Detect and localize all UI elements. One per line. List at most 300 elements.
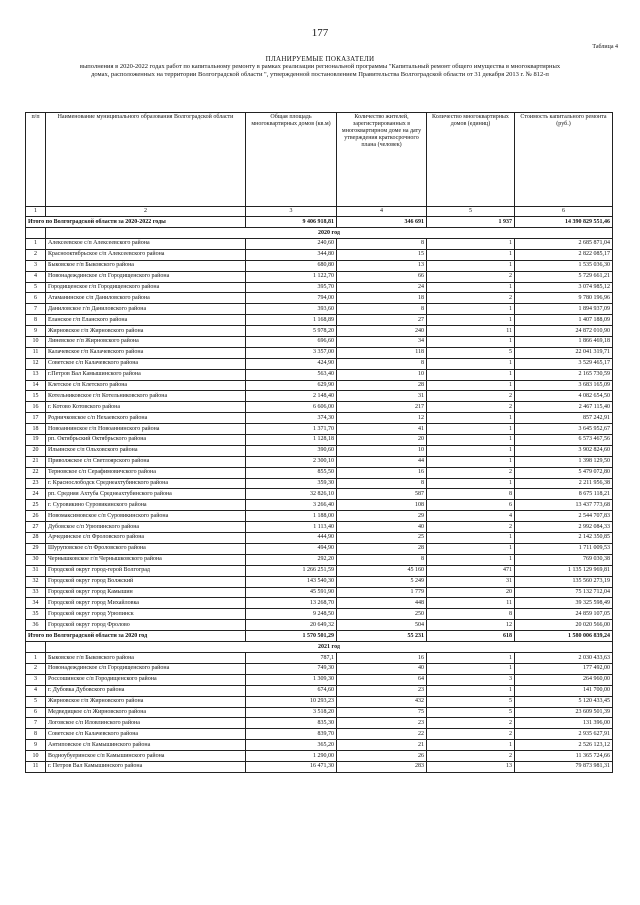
row-cost: 3 645 952,67: [515, 424, 613, 435]
grand-total-residents: 346 691: [337, 217, 427, 228]
row-residents: 16: [337, 653, 427, 664]
grand-total-cost: 14 390 829 551,46: [515, 217, 613, 228]
table-row: [26, 489, 613, 500]
row-area: 374,30: [246, 413, 337, 424]
row-cost: 24 872 010,90: [515, 326, 613, 337]
table-row: [26, 402, 613, 413]
table-row: [26, 653, 613, 664]
row-cost: 177 492,00: [515, 663, 613, 674]
row-residents: 5 249: [337, 576, 427, 587]
row-municipality: Арчединское с/п Фроловского района: [46, 533, 246, 544]
row-area: 20 649,32: [246, 620, 337, 631]
subtotal-2020-cost: 1 580 006 839,24: [515, 631, 613, 642]
row-municipality: г. Краснослободск Среднеахтубинского района: [46, 478, 246, 489]
row-cost: 2 685 871,04: [515, 239, 613, 250]
row-area: 674,60: [246, 685, 337, 696]
row-municipality: Ильинское с/п Ольховского района: [46, 445, 246, 456]
row-area: 1 168,89: [246, 315, 337, 326]
indicators-table: [25, 112, 613, 773]
row-residents: 28: [337, 543, 427, 554]
table-row: [26, 456, 613, 467]
row-number: 10: [26, 337, 46, 348]
header-cell-name: Наименование муниципального образования Волгоградской области: [46, 113, 246, 207]
row-cost: 2 992 084,33: [515, 522, 613, 533]
row-houses: 8: [427, 609, 515, 620]
row-area: 1 290,00: [246, 751, 337, 762]
row-municipality: Клетское с/п Клетского района: [46, 380, 246, 391]
row-municipality: Россошинское с/п Городищенского района: [46, 674, 246, 685]
row-area: 794,00: [246, 293, 337, 304]
row-residents: 40: [337, 663, 427, 674]
table-row: [26, 304, 613, 315]
row-area: 5 978,20: [246, 326, 337, 337]
row-municipality: Новонадеждинское с/п Городищенского района: [46, 663, 246, 674]
row-houses: 8: [427, 489, 515, 500]
subtotal-2020-row: [26, 631, 613, 642]
year-2021-row: [26, 642, 613, 653]
row-houses: 1: [427, 424, 515, 435]
row-houses: 1: [427, 435, 515, 446]
row-houses: 1: [427, 369, 515, 380]
row-number: 28: [26, 533, 46, 544]
row-number: 12: [26, 358, 46, 369]
row-area: 365,20: [246, 740, 337, 751]
row-residents: 24: [337, 282, 427, 293]
row-number: 7: [26, 304, 46, 315]
table-row: [26, 500, 613, 511]
table-row: [26, 674, 613, 685]
row-houses: 11: [427, 598, 515, 609]
row-houses: 20: [427, 587, 515, 598]
row-area: 292,20: [246, 554, 337, 565]
row-number: 20: [26, 445, 46, 456]
table-row: [26, 587, 613, 598]
table-note: Таблица 4: [592, 44, 618, 50]
row-cost: 2 544 707,83: [515, 511, 613, 522]
row-number: 3: [26, 260, 46, 271]
table-row: [26, 729, 613, 740]
row-municipality: Новонадеждинское с/п Городищенского района: [46, 271, 246, 282]
table-row: [26, 369, 613, 380]
column-number: 2: [46, 207, 246, 217]
row-area: 1 188,00: [246, 511, 337, 522]
row-number: 23: [26, 478, 46, 489]
row-cost: 2 935 627,91: [515, 729, 613, 740]
table-row: [26, 424, 613, 435]
row-area: 6 606,00: [246, 402, 337, 413]
row-cost: 9 780 196,96: [515, 293, 613, 304]
row-municipality: Котельниковское г/п Котельниковского района: [46, 391, 246, 402]
column-number: 5: [427, 207, 515, 217]
row-houses: 1: [427, 358, 515, 369]
row-municipality: Городищенское г/п Городищенского района: [46, 282, 246, 293]
table-row: [26, 576, 613, 587]
row-houses: 1: [427, 543, 515, 554]
row-municipality: Городской округ город Волжский: [46, 576, 246, 587]
row-cost: 1 398 129,50: [515, 456, 613, 467]
row-area: 3 518,20: [246, 707, 337, 718]
header-cell-houses: Количество многоквартирных домов (единиц): [427, 113, 515, 207]
row-residents: 25: [337, 533, 427, 544]
row-number: 1: [26, 239, 46, 250]
row-municipality: Медведицкое с/п Жирновского района: [46, 707, 246, 718]
row-residents: 10: [337, 445, 427, 456]
table-row: [26, 467, 613, 478]
row-municipality: Чернышковское г/п Чернышковского района: [46, 554, 246, 565]
table-row: [26, 358, 613, 369]
row-houses: 2: [427, 467, 515, 478]
row-number: 34: [26, 598, 46, 609]
row-houses: 1: [427, 304, 515, 315]
row-residents: 27: [337, 315, 427, 326]
row-municipality: Быковское г/п Быковского района: [46, 653, 246, 664]
row-houses: 12: [427, 620, 515, 631]
title-line-1: выполнения в 2020-2022 годах работ по капитальному ремонту в рамках реализации региональной программы "Капитальный ремонт общего имущества в многоквартирных: [79, 63, 561, 70]
row-houses: 3: [427, 674, 515, 685]
row-cost: 3 902 824,60: [515, 445, 613, 456]
table-row: [26, 347, 613, 358]
row-number: 18: [26, 424, 46, 435]
table-row: [26, 620, 613, 631]
row-residents: 34: [337, 337, 427, 348]
row-area: 1 371,70: [246, 424, 337, 435]
table-row: [26, 391, 613, 402]
row-houses: 1: [427, 663, 515, 674]
row-municipality: Терновское с/п Серафимовичского района: [46, 467, 246, 478]
row-municipality: Приволжское с/п Светлоярского района: [46, 456, 246, 467]
row-number: 9: [26, 740, 46, 751]
table-row: [26, 282, 613, 293]
row-area: 563,40: [246, 369, 337, 380]
row-area: 10 293,23: [246, 696, 337, 707]
table-row: [26, 740, 613, 751]
grand-total-houses: 1 937: [427, 217, 515, 228]
row-municipality: Быковское г/п Быковского района: [46, 260, 246, 271]
row-number: 8: [26, 729, 46, 740]
row-cost: 4 082 654,50: [515, 391, 613, 402]
table-row: [26, 326, 613, 337]
row-houses: 31: [427, 576, 515, 587]
grand-total-area: 9 406 918,81: [246, 217, 337, 228]
table-row: [26, 543, 613, 554]
row-area: 3 266,40: [246, 500, 337, 511]
row-cost: 131 396,00: [515, 718, 613, 729]
row-area: 1 128,18: [246, 435, 337, 446]
row-municipality: Линевское г/п Жирновского района: [46, 337, 246, 348]
row-cost: 3 529 465,17: [515, 358, 613, 369]
row-cost: 2 142 350,85: [515, 533, 613, 544]
row-residents: 587: [337, 489, 427, 500]
table-row: [26, 478, 613, 489]
row-municipality: Жирновское г/п Жирновского района: [46, 326, 246, 337]
table-row: [26, 380, 613, 391]
table-row: [26, 707, 613, 718]
row-houses: 2: [427, 751, 515, 762]
row-houses: 1: [427, 554, 515, 565]
row-number: 4: [26, 685, 46, 696]
row-houses: 5: [427, 707, 515, 718]
row-municipality: рп. Средняя Ахтуба Среднеахтубинского района: [46, 489, 246, 500]
year-2021-label: 2021 год: [46, 642, 613, 653]
row-residents: 108: [337, 500, 427, 511]
title-line-2: домах, расположенных на территории Волгоградской области ", утвержденной постановлением Правительства Волгоградской области от 31 декабря 2013 г. № 812-п: [91, 71, 549, 78]
row-number: 27: [26, 522, 46, 533]
row-area: 240,60: [246, 239, 337, 250]
row-number: 29: [26, 543, 46, 554]
row-residents: 432: [337, 696, 427, 707]
row-municipality: г. Котово Котовского района: [46, 402, 246, 413]
subtotal-2020-label: Итого по Волгоградской области за 2020 год: [26, 631, 246, 642]
row-area: 494,90: [246, 543, 337, 554]
row-houses: 2: [427, 402, 515, 413]
row-number: 33: [26, 587, 46, 598]
row-houses: 2: [427, 293, 515, 304]
row-number: 2: [26, 249, 46, 260]
row-number: 31: [26, 565, 46, 576]
row-cost: 2 165 730,59: [515, 369, 613, 380]
row-cost: 24 859 107,05: [515, 609, 613, 620]
row-municipality: Новомаксимовское с/п Суровикинского района: [46, 511, 246, 522]
row-residents: 8: [337, 304, 427, 315]
row-houses: 2: [427, 522, 515, 533]
row-residents: 448: [337, 598, 427, 609]
row-houses: 11: [427, 326, 515, 337]
row-area: 393,60: [246, 304, 337, 315]
row-municipality: Новоаннинское г/п Новоаннинского района: [46, 424, 246, 435]
row-municipality: Шуруповское с/п Фроловского района: [46, 543, 246, 554]
row-residents: 18: [337, 293, 427, 304]
table-row: [26, 293, 613, 304]
row-cost: 2 822 085,17: [515, 249, 613, 260]
row-municipality: Жирновское г/п Жирновского района: [46, 696, 246, 707]
table-row: [26, 260, 613, 271]
row-area: 1 122,70: [246, 271, 337, 282]
table-row: [26, 271, 613, 282]
row-residents: 8: [337, 478, 427, 489]
row-cost: 264 960,00: [515, 674, 613, 685]
row-residents: 504: [337, 620, 427, 631]
row-municipality: Дубовское с/п Урюпинского района: [46, 522, 246, 533]
row-residents: 41: [337, 424, 427, 435]
table-row: [26, 718, 613, 729]
row-residents: 8: [337, 358, 427, 369]
year-2020-row: [26, 228, 613, 239]
row-number: 22: [26, 467, 46, 478]
row-houses: 1: [427, 533, 515, 544]
row-houses: 1: [427, 282, 515, 293]
row-area: 13 268,70: [246, 598, 337, 609]
row-residents: 29: [337, 511, 427, 522]
row-cost: 2 526 123,12: [515, 740, 613, 751]
row-houses: 1: [427, 685, 515, 696]
row-cost: 6 573 467,56: [515, 435, 613, 446]
row-houses: 1: [427, 413, 515, 424]
row-municipality: Краснооктябрьское с/п Алексеевского района: [46, 249, 246, 260]
row-cost: 2 467 115,40: [515, 402, 613, 413]
row-number: 3: [26, 674, 46, 685]
row-municipality: Водноубуеринское с/п Камышинского района: [46, 751, 246, 762]
subtotal-2020-residents: 55 231: [337, 631, 427, 642]
grand-total-row: [26, 217, 613, 228]
row-residents: 44: [337, 456, 427, 467]
row-residents: 21: [337, 740, 427, 751]
row-cost: 79 873 981,31: [515, 761, 613, 772]
row-cost: 857 242,91: [515, 413, 613, 424]
row-cost: 141 700,00: [515, 685, 613, 696]
row-area: 143 540,30: [246, 576, 337, 587]
row-cost: 769 030,38: [515, 554, 613, 565]
row-cost: 3 683 165,09: [515, 380, 613, 391]
subtotal-2020-area: 1 570 501,29: [246, 631, 337, 642]
row-cost: 1 407 188,09: [515, 315, 613, 326]
table-body: [26, 113, 613, 773]
header-cell-residents: Количество жителей, зарегистрированных в многоквартирном доме на дату утверждения краткосрочного плана (человек): [337, 113, 427, 207]
title-heading: ПЛАНИРУЕМЫЕ ПОКАЗАТЕЛИ: [265, 55, 375, 63]
row-residents: 26: [337, 751, 427, 762]
row-area: 1 309,30: [246, 674, 337, 685]
row-cost: 1 135 129 969,81: [515, 565, 613, 576]
table-row: [26, 663, 613, 674]
row-residents: 8: [337, 239, 427, 250]
row-number: 9: [26, 326, 46, 337]
table-row: [26, 751, 613, 762]
table-row: [26, 445, 613, 456]
row-houses: 1: [427, 260, 515, 271]
row-number: 17: [26, 413, 46, 424]
table-row: [26, 761, 613, 772]
row-number: 6: [26, 293, 46, 304]
row-residents: 217: [337, 402, 427, 413]
row-municipality: Еланское г/п Еланского района: [46, 315, 246, 326]
column-number: 1: [26, 207, 46, 217]
row-area: 344,80: [246, 249, 337, 260]
row-houses: 1: [427, 456, 515, 467]
row-number: 7: [26, 718, 46, 729]
row-residents: 22: [337, 729, 427, 740]
table-row: [26, 598, 613, 609]
table-row: [26, 609, 613, 620]
row-residents: 118: [337, 347, 427, 358]
row-number: 21: [26, 456, 46, 467]
row-municipality: г. Петров Вал Камышинского района: [46, 761, 246, 772]
grand-total-label: Итого по Волгоградской области за 2020-2022 годы: [26, 217, 246, 228]
row-cost: 1 535 036,30: [515, 260, 613, 271]
row-residents: 31: [337, 391, 427, 402]
row-number: 11: [26, 761, 46, 772]
table-row: [26, 522, 613, 533]
row-area: 629,90: [246, 380, 337, 391]
row-cost: 23 609 501,39: [515, 707, 613, 718]
row-area: 1 266 251,59: [246, 565, 337, 576]
row-residents: 66: [337, 271, 427, 282]
table-row: [26, 511, 613, 522]
row-houses: 1: [427, 740, 515, 751]
row-area: 3 357,00: [246, 347, 337, 358]
table-row: [26, 696, 613, 707]
row-municipality: Городской округ город Фролово: [46, 620, 246, 631]
row-houses: 1: [427, 380, 515, 391]
row-residents: 23: [337, 718, 427, 729]
row-houses: 2: [427, 391, 515, 402]
row-cost: 1 711 009,53: [515, 543, 613, 554]
row-residents: 283: [337, 761, 427, 772]
row-number: 1: [26, 653, 46, 664]
row-cost: 20 020 566,00: [515, 620, 613, 631]
row-residents: 64: [337, 674, 427, 685]
row-area: 390,60: [246, 445, 337, 456]
row-area: 696,60: [246, 337, 337, 348]
row-cost: 2 030 433,63: [515, 653, 613, 664]
row-residents: 10: [337, 369, 427, 380]
row-area: 2 148,40: [246, 391, 337, 402]
page-number: 177: [311, 27, 329, 39]
row-municipality: г.Петров Вал Камышинского района: [46, 369, 246, 380]
row-number: 25: [26, 500, 46, 511]
table-row: [26, 413, 613, 424]
row-cost: 11 365 724,66: [515, 751, 613, 762]
row-area: 424,90: [246, 358, 337, 369]
row-municipality: Городской округ город Михайловка: [46, 598, 246, 609]
table-row: [26, 435, 613, 446]
row-residents: 28: [337, 380, 427, 391]
row-number: 24: [26, 489, 46, 500]
row-number: 5: [26, 696, 46, 707]
row-residents: 75: [337, 707, 427, 718]
header-cell-cost: Стоимость капитального ремонта (руб.): [515, 113, 613, 207]
subtotal-2020-houses: 618: [427, 631, 515, 642]
row-area: 16 471,30: [246, 761, 337, 772]
row-number: 10: [26, 751, 46, 762]
row-cost: 5 729 661,21: [515, 271, 613, 282]
row-houses: 1: [427, 239, 515, 250]
row-municipality: Логовское с/п Иловлинского района: [46, 718, 246, 729]
row-cost: 75 132 712,04: [515, 587, 613, 598]
table-row: [26, 239, 613, 250]
row-municipality: Городской округ город Камышин: [46, 587, 246, 598]
row-houses: 2: [427, 729, 515, 740]
row-houses: 1: [427, 315, 515, 326]
row-cost: 3 074 985,12: [515, 282, 613, 293]
row-area: 444,90: [246, 533, 337, 544]
document-title: [30, 55, 610, 79]
row-area: 855,50: [246, 467, 337, 478]
column-number: 6: [515, 207, 613, 217]
row-number: 16: [26, 402, 46, 413]
row-residents: 40: [337, 522, 427, 533]
row-houses: 2: [427, 718, 515, 729]
row-municipality: Алексеевское с/п Алексеевского района: [46, 239, 246, 250]
row-houses: 13: [427, 761, 515, 772]
table-row: [26, 554, 613, 565]
row-number: 13: [26, 369, 46, 380]
row-cost: 1 866 469,18: [515, 337, 613, 348]
row-number: 30: [26, 554, 46, 565]
row-residents: 45 160: [337, 565, 427, 576]
row-area: 839,70: [246, 729, 337, 740]
row-residents: 13: [337, 260, 427, 271]
row-municipality: Даниловское г/п Даниловского района: [46, 304, 246, 315]
row-cost: 135 560 273,19: [515, 576, 613, 587]
header-cell-area: Общая площадь многоквартирных домов (кв.м): [246, 113, 337, 207]
row-houses: 4: [427, 511, 515, 522]
row-number: 14: [26, 380, 46, 391]
row-municipality: Советское с/п Калачевского района: [46, 729, 246, 740]
row-municipality: Советское с/п Калачевского района: [46, 358, 246, 369]
table-row: [26, 249, 613, 260]
row-cost: 5 120 433,45: [515, 696, 613, 707]
row-municipality: рп. Октябрьский Октябрьского района: [46, 435, 246, 446]
row-residents: 15: [337, 249, 427, 260]
